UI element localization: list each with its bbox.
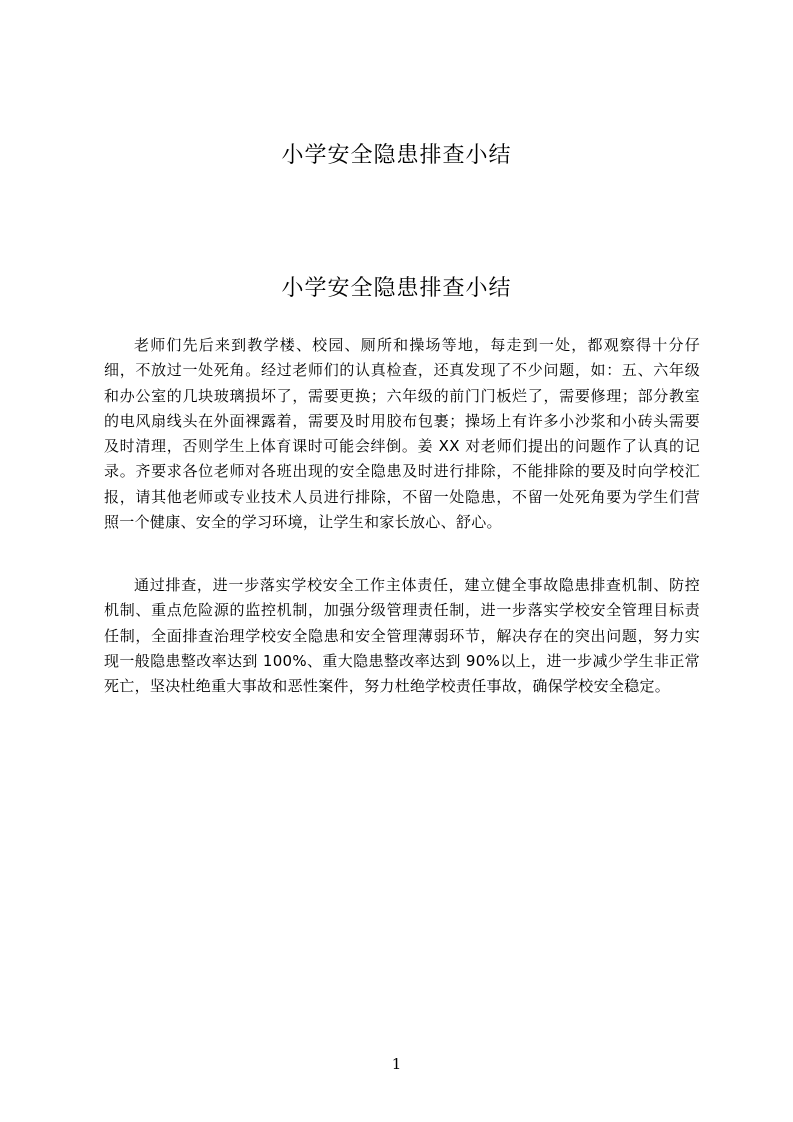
page-number: 1 bbox=[391, 1055, 402, 1073]
body-paragraph-inspection: 老师们先后来到教学楼、校园、厕所和操场等地，每走到一处，都观察得十分仔细，不放过一处死角。经过老师们的认真检查，还真发现了不少问题，如：五、六年级和办公室的几块玻璃损坏了，需要更换；六年级的前门门板烂了，需要修理；部分教室的电风扇线头在外面裸露着，需要及时用胶布包裹；操场上有许多小沙浆和小砖头需要及时清理，否则学生上体育课时可能会绊倒。姜 XX 对老师们提出的问题作了认真的记录。齐要求各位老师对各班出现的安全隐患及时进行排除，不能排除的要及时向学校汇报，请其他老师或专业技术人员进行排除，不留一处隐患，不留一处死角要为学生们营照一个健康、安全的学习环境，让学生和家长放心、舒心。 bbox=[104, 336, 700, 532]
document-title: 小学安全隐患排查小结 bbox=[281, 276, 512, 301]
header-title: 小学安全隐患排查小结 bbox=[281, 143, 512, 168]
body-paragraph-goals: 通过排查，进一步落实学校安全工作主体责任，建立健全事故隐患排查机制、防控机制、重点危险源的监控机制，加强分级管理责任制，进一步落实学校安全管理目标责任制，全面排查治理学校安全隐患和安全管理薄弱环节，解决存在的突出问题，努力实现一般隐患整改率达到 100%、重大隐患整改率达到 90%以上，进一步减少学生非正常死亡，坚决杜绝重大事故和恶性案件，努力杜绝学校责任事故，确保学校安全稳定。 bbox=[104, 576, 700, 696]
